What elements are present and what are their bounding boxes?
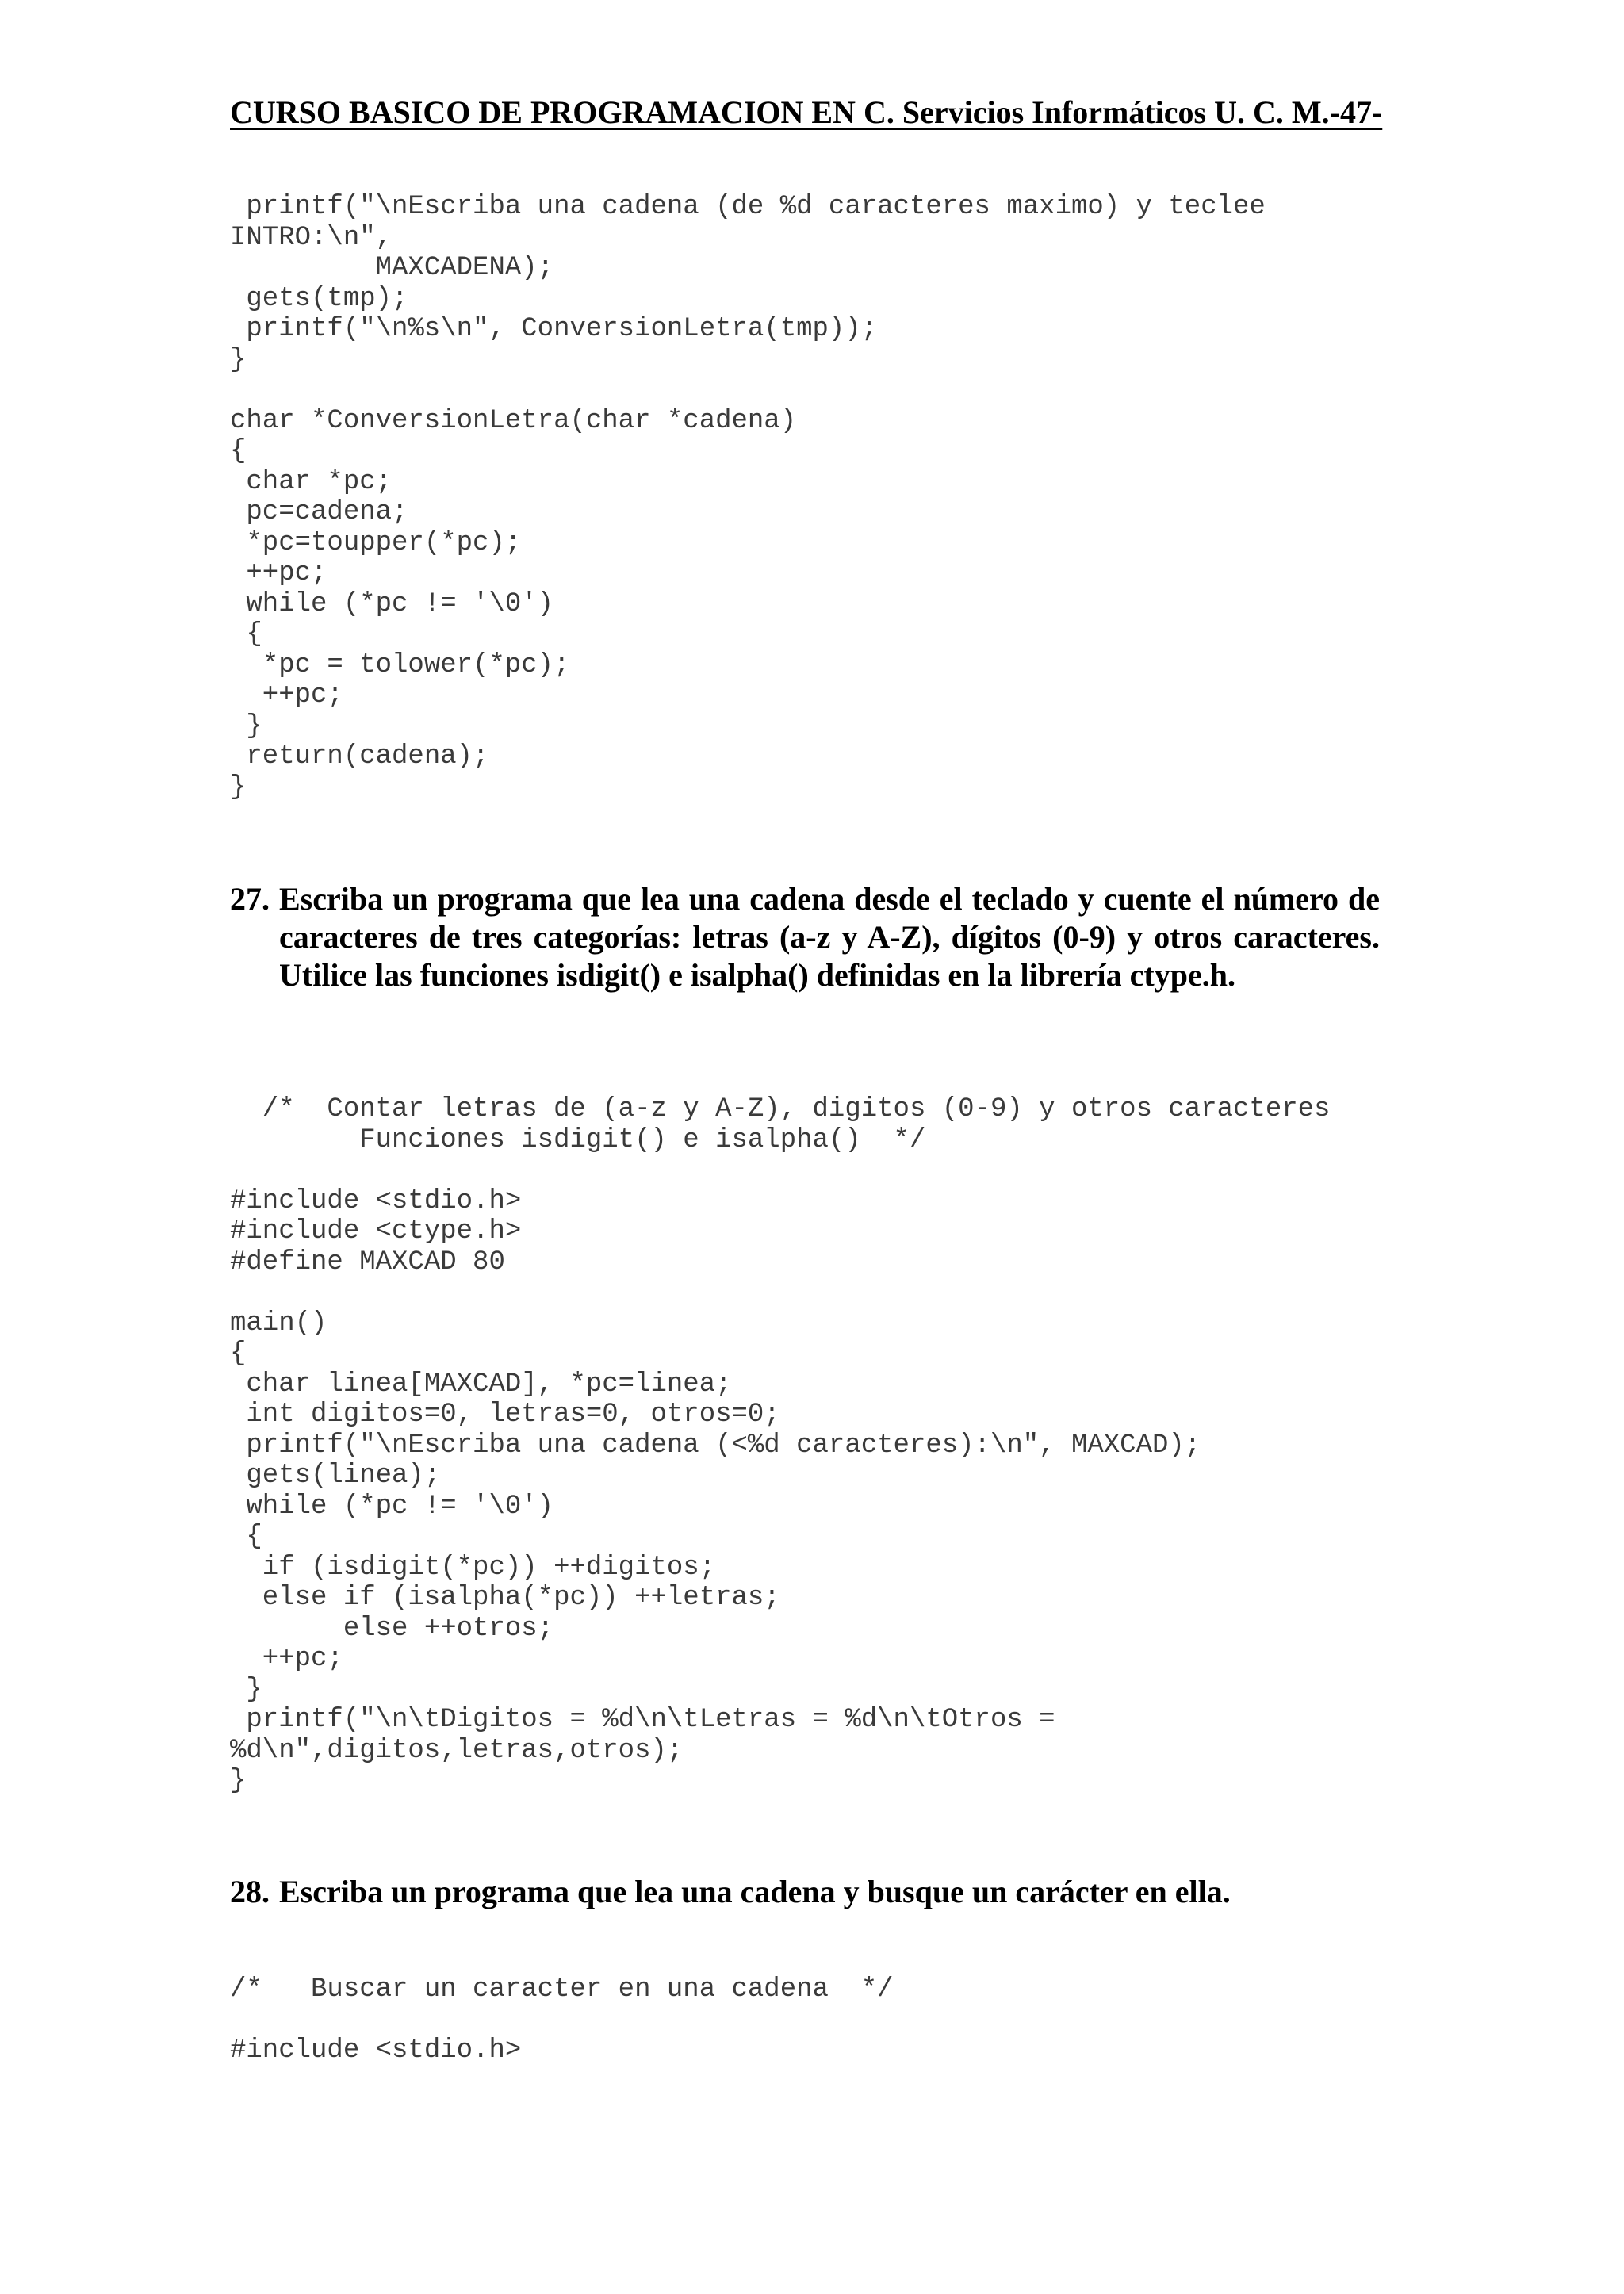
code-block-buscar-caracter (230, 1974, 894, 2066)
exercise-27 (230, 880, 1380, 994)
code-line: else ++otros; (230, 1613, 554, 1644)
code-line: #include <stdio.h> (230, 2035, 522, 2066)
code-line: printf("\n%s\n", ConversionLetra(tmp)); (230, 314, 878, 344)
code-line: int digitos=0, letras=0, otros=0; (230, 1400, 780, 1430)
code-line: return(cadena); (230, 741, 489, 772)
code-line: } (230, 344, 247, 375)
code-line: MAXCADENA); (230, 253, 554, 283)
code-line: } (230, 1766, 247, 1796)
code-line: #include <stdio.h> (230, 1185, 522, 1216)
code-line: char linea[MAXCAD], *pc=linea; (230, 1369, 732, 1400)
exercise-statement: Escriba un programa que lea una cadena y busque un carácter en ella. (279, 1874, 1231, 1909)
code-line: gets(tmp); (230, 283, 408, 314)
code-line: /* Contar letras de (a-z y A-Z), digitos (0-9) y otros caracteres (230, 1094, 1331, 1124)
code-line: char *pc; (230, 466, 393, 497)
code-line: while (*pc != '\0') (230, 1491, 554, 1522)
code-line: printf("\nEscriba una cadena (de %d caracteres maximo) y teclee (230, 192, 1266, 222)
code-line: { (230, 1522, 262, 1552)
code-line: INTRO:\n", (230, 222, 393, 253)
code-line: { (230, 436, 247, 466)
code-block-contar-caracteres (230, 1094, 1330, 1797)
code-line: } (230, 710, 262, 741)
code-line: gets(linea); (230, 1461, 441, 1491)
code-line: /* Buscar un caracter en una cadena */ (230, 1974, 894, 2005)
code-line: else if (isalpha(*pc)) ++letras; (230, 1583, 780, 1613)
code-line: ++pc; (230, 1644, 343, 1674)
code-line: } (230, 772, 247, 802)
exercise-number: 27. (230, 881, 270, 917)
code-line: { (230, 1338, 247, 1369)
code-block-conversion-letra (230, 192, 1266, 802)
exercise-28 (230, 1873, 1380, 1911)
code-line: while (*pc != '\0') (230, 588, 554, 619)
code-line: %d\n",digitos,letras,otros); (230, 1735, 684, 1766)
code-line: char *ConversionLetra(char *cadena) (230, 405, 797, 436)
code-line: main() (230, 1308, 327, 1338)
page-header: CURSO BASICO DE PROGRAMACION EN C. Servicios Informáticos U. C. M.-47- (230, 94, 1383, 130)
code-line: *pc = tolower(*pc); (230, 649, 570, 680)
code-line: ++pc; (230, 680, 343, 710)
code-line: #define MAXCAD 80 (230, 1247, 505, 1277)
code-line: pc=cadena; (230, 497, 408, 527)
code-line: printf("\nEscriba una cadena (<%d caracteres):\n", MAXCAD); (230, 1430, 1201, 1461)
exercise-statement: Escriba un programa que lea una cadena desde el teclado y cuente el número de caracteres de tres categorías: letras (a-z y A-Z), dígitos (0-9) y otros caracteres. Utilice las funciones isdigit() e isalpha() definidas en la librería ctype.h. (279, 881, 1380, 993)
code-line: ++pc; (230, 558, 327, 588)
code-line: if (isdigit(*pc)) ++digitos; (230, 1552, 716, 1583)
code-line: *pc=toupper(*pc); (230, 527, 522, 558)
code-line: printf("\n\tDigitos = %d\n\tLetras = %d\n\tOtros = (230, 1705, 1055, 1735)
code-line: { (230, 619, 262, 649)
code-line: } (230, 1674, 262, 1705)
code-line: #include <ctype.h> (230, 1216, 522, 1247)
exercise-number: 28. (230, 1874, 270, 1909)
code-line: Funciones isdigit() e isalpha() */ (230, 1124, 926, 1155)
